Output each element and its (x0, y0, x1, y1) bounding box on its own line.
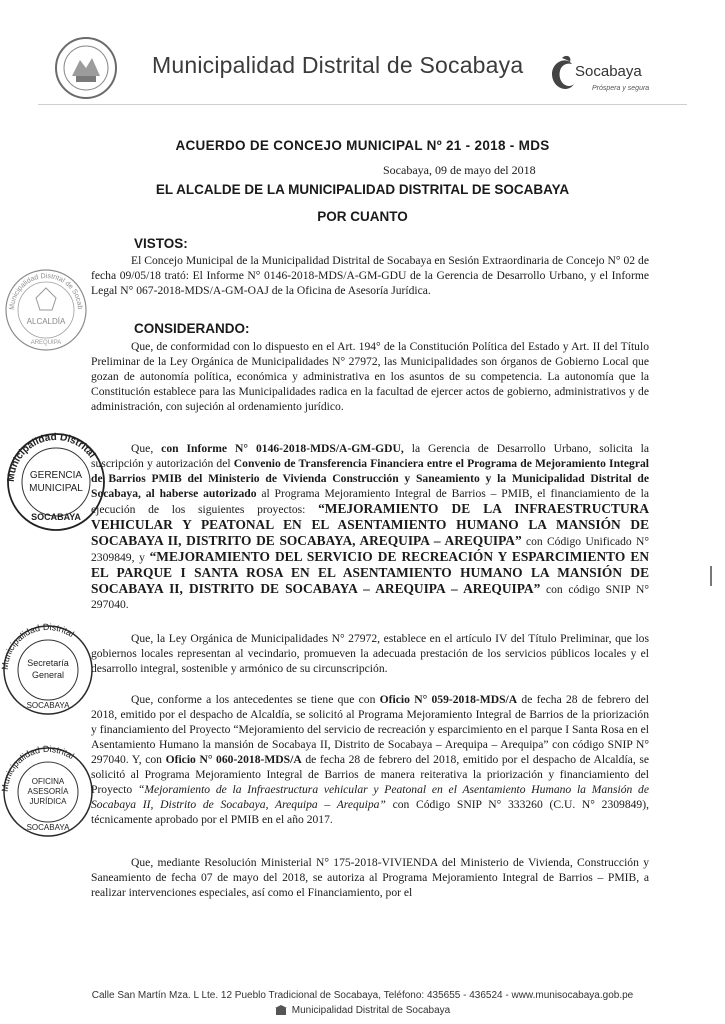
stamp-4-top-text: Municipalidad Distrital (0, 743, 76, 793)
stamp-3-bottom-text: SOCABAYA (26, 701, 70, 710)
considerando-paragraph-1: Que, de conformidad con lo dispuesto en el Art. 194° de la Constitución Política del Estado y Art. II del Título Preliminar de la Ley Orgánica de Municipalidades N° 27972, las Municipalidades son órganos de Gobierno Local que gozan de autonomía política, económica y administrativa en los asuntos de su competencia. La autonomía que la Constitución establece para las Municipalidades radica en la facultad de ejercer actos de gobierno, administrativos y de administración, con sujeción al ordenamiento jurídico. (91, 340, 649, 413)
stamp-4-bottom-text: SOCABAYA (26, 823, 70, 832)
por-cuanto-heading: POR CUANTO (317, 209, 408, 224)
svg-text:Municipalidad Distrital de Soc (0, 258, 83, 310)
vistos-heading: VISTOS: (134, 236, 188, 251)
vistos-paragraph: El Concejo Municipal de la Municipalidad Distrital de Socabaya en Sesión Extraordinaria de Concejo N° 02 de fecha 09/05/18 trató: El Informe N° 0146-2018-MDS/A-GM-GDU de la Gerencia de Desarrollo Urbano, y el Informe Legal N° 067-2018-MDS/A-GM-OAJ de la Oficina de Asesoría Jurídica. (91, 254, 649, 297)
stamp-1-center-text: ALCALDÍA (26, 317, 66, 326)
footer-address: Calle San Martín Mza. L Lte. 12 Pueblo Tradicional de Socabaya, Teléfono: 435655 - 436524 - www.munisocabaya.gob.pe (91, 990, 634, 1001)
document-title: ACUERDO DE CONCEJO MUNICIPAL Nº 21 - 2018 - MDS (175, 138, 550, 153)
stamp-4-line-3: JURÍDICA (29, 797, 67, 806)
stamp-2-top-text: Municipalidad Distrital (5, 431, 98, 483)
secretaria-general-stamp-icon (0, 616, 94, 720)
considerando-paragraph-4: Que, conforme a los antecedentes se tiene que con Oficio N° 059-2018-MDS/A de fecha 28 de febrero del 2018, emitido por el despacho de Alcaldía, se solicitó al Programa Mejoramiento Integral de Barrios de la priorización y financiamiento del Proyecto “Mejoramiento del servicio de recreación y esparcimiento en el parque I Santa Rosa en el Asentamiento Humano la mansión de Socabaya II, Distrito de Socabaya – Arequipa – Arequipa” con código SNIP N° 297040. Y, con Oficio N° 060-2018-MDS/A de fecha 28 de febrero del 2018, emitido por el despacho de Alcaldía, se solicitó al Programa Mejoramiento Integral de Barrios de manera reiterativa la priorización y financiamiento del Proyecto “Mejoramiento de la Infraestructura vehicular y Peatonal en el Asentamiento Humano la Mansión de Socabaya II, Distrito de Socabaya, Arequipa – Arequipa” con Código SNIP N° 333260 (C.U. N° 2309849), técnicamente aprobado por el PMIB en el año 2017. (91, 693, 649, 826)
footer-name-line (0, 1005, 725, 1016)
considerando-heading: CONSIDERANDO: (134, 321, 250, 336)
brand-tagline: Próspera y segura (592, 85, 650, 92)
footer-name: Municipalidad Distrital de Socabaya (291, 1005, 451, 1016)
brand-name: Socabaya (575, 63, 642, 80)
document-place-date: Socabaya, 09 de mayo del 2018 (383, 163, 536, 177)
stamp-3-top-text: Municipalidad Distrital (0, 621, 76, 671)
stamp-1-top-text: Municipalidad Distrital de Socab (8, 272, 84, 311)
considerando-paragraph-3: Que, la Ley Orgánica de Municipalidades N° 27972, establece en el artículo IV del Título Preliminar, que los gobiernos locales representan al vecindario, promueven la adecuada prestación de los servicios públicos locales y el desarrollo integral, sostenible y armónico de su circunscripción. (91, 632, 649, 675)
header-divider (38, 104, 687, 105)
stamp-2-bottom-text: SOCABAYA (31, 512, 81, 522)
stamp-2-line-2: MUNICIPAL (29, 483, 83, 494)
stamp-2-line-1: GERENCIA (29, 470, 83, 481)
asesoria-juridica-stamp-icon (0, 738, 94, 842)
stamp-3-line-1: Secretaría (27, 658, 69, 668)
municipal-seal-icon (54, 36, 118, 100)
gerencia-municipal-stamp-icon (0, 428, 116, 532)
header-title: Municipalidad Distrital de Socabaya (152, 52, 524, 78)
alcaldia-stamp-icon (0, 258, 92, 358)
authority-heading: EL ALCALDE DE LA MUNICIPALIDAD DISTRITAL DE SOCABAYA (155, 182, 570, 197)
stamp-3-line-2: General (31, 670, 65, 680)
margin-mark (710, 566, 712, 586)
building-icon (275, 1005, 287, 1015)
stamp-1-bottom-text: AREQUIPA (30, 340, 62, 346)
considerando-paragraph-2: Que, con Informe N° 0146-2018-MDS/A-GM-GDU, la Gerencia de Desarrollo Urbano, solicita la suscripción y autorización del Convenio de Transferencia Financiera entre el Programa de Mejoramiento Integral de Barrios PMIB del Ministerio de Vivienda Construcción y Saneamiento y la Municipalidad Distrital de Socabaya, al haberse autorizado al Programa Mejoramiento Integral de Barrios – PMIB, el financiamiento de la ejecución de los siguientes proyectos: “MEJORAMIENTO DE LA INFRAESTRUCTURA VEHICULAR Y PEATONAL EN EL ASENTAMIENTO HUMANO LA MANSIÓN DE SOCABAYA II, DISTRITO DE SOCABAYA, AREQUIPA – AREQUIPA” con Código Unificado N° 2309849, y “MEJORAMIENTO DEL SERVICIO DE RECREACIÓN Y ESPARCIMIENTO EN EL PARQUE I SANTA ROSA EN EL ASENTAMIENTO HUMANO LA MANSIÓN DE SOCABAYA II, DISTRITO DE SOCABAYA – AREQUIPA – AREQUIPA” con código SNIP N° 297040. (91, 442, 650, 611)
stamp-4-line-2: ASESORÍA (27, 787, 69, 796)
considerando-paragraph-5: Que, mediante Resolución Ministerial N° 175-2018-VIVIENDA del Ministerio de Vivienda, Construcción y Saneamiento de fecha 07 de mayo del 2018, se autoriza al Programa Mejoramiento Integral de Barrios – PMIB, a realizar intervenciones especiales, así como el Financiamiento, por el (91, 856, 649, 899)
stamp-4-line-1: OFICINA (31, 777, 65, 786)
